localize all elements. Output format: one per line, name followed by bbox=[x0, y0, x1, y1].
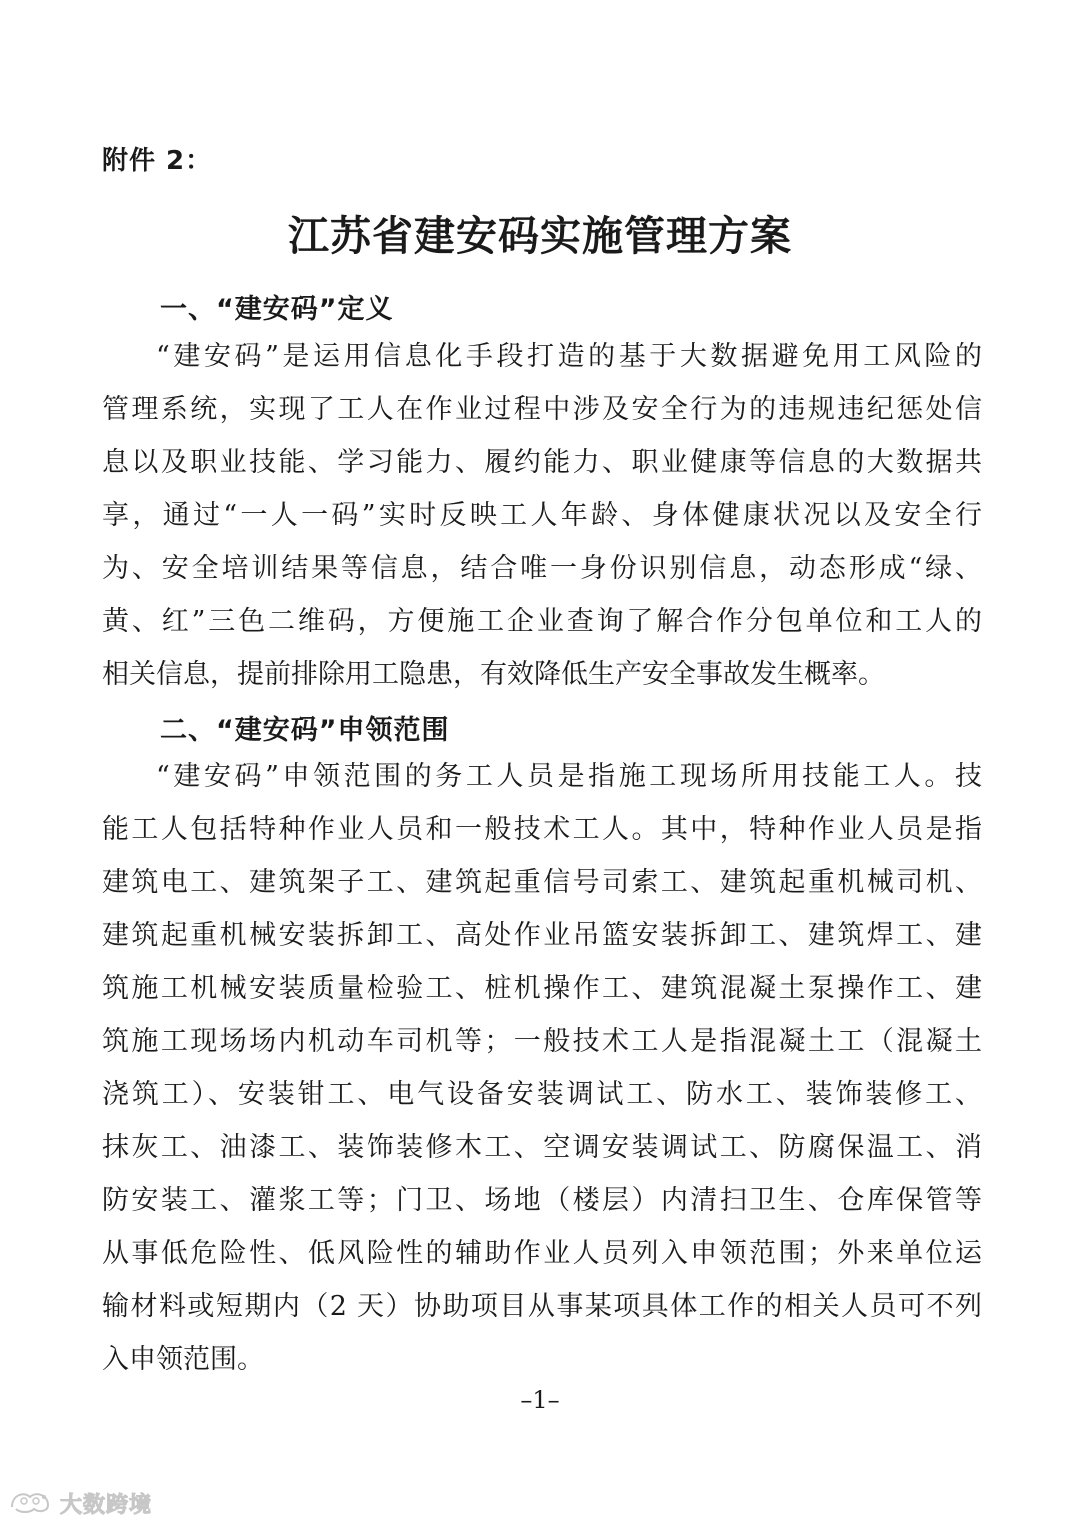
page-number: –1– bbox=[520, 1386, 560, 1414]
paragraph-line: 黄、红”三色二维码，方便施工企业查询了解合作分包单位和工人的 bbox=[102, 606, 982, 637]
watermark-logo-icon bbox=[8, 1487, 54, 1519]
paragraph-line: 相关信息，提前排除用工隐患，有效降低生产安全事故发生概率。 bbox=[102, 659, 885, 690]
paragraph-line: 息以及职业技能、学习能力、履约能力、职业健康等信息的大数据共 bbox=[102, 447, 982, 478]
paragraph-line: 筑施工现场场内机动车司机等；一般技术工人是指混凝土工（混凝土 bbox=[102, 1026, 982, 1057]
paragraph-line: 享，通过“一人一码”实时反映工人年龄、身体健康状况以及安全行 bbox=[102, 500, 982, 531]
paragraph-line: 浇筑工）、安装钳工、电气设备安装调试工、防水工、装饰装修工、 bbox=[102, 1079, 982, 1110]
watermark bbox=[8, 1487, 152, 1519]
paragraph-line: “建安码”是运用信息化手段打造的基于大数据避免用工风险的 bbox=[156, 341, 982, 372]
paragraph-line: “建安码”申领范围的务工人员是指施工现场所用技能工人。技 bbox=[156, 761, 982, 792]
paragraph-scope bbox=[102, 750, 982, 1386]
attachment-label: 附件 2： bbox=[102, 146, 213, 176]
paragraph-line: 为、安全培训结果等信息，结合唯一身份识别信息，动态形成“绿、 bbox=[102, 553, 982, 584]
watermark-text: 大数跨境 bbox=[60, 1492, 153, 1518]
section-heading-definition: 一、“建安码”定义 bbox=[160, 294, 394, 325]
paragraph-line: 能工人包括特种作业人员和一般技术工人。其中，特种作业人员是指 bbox=[102, 814, 982, 845]
document-title: 江苏省建安码实施管理方案 bbox=[288, 212, 792, 260]
paragraph-line: 入申领范围。 bbox=[102, 1344, 264, 1375]
paragraph-line: 建筑起重机械安装拆卸工、高处作业吊篮安装拆卸工、建筑焊工、建 bbox=[102, 920, 982, 951]
paragraph-line: 抹灰工、油漆工、装饰装修木工、空调安装调试工、防腐保温工、消 bbox=[102, 1132, 982, 1163]
section-heading-scope: 二、“建安码”申领范围 bbox=[160, 715, 450, 746]
paragraph-line: 防安装工、灌浆工等；门卫、场地（楼层）内清扫卫生、仓库保管等 bbox=[102, 1185, 982, 1216]
paragraph-line: 管理系统，实现了工人在作业过程中涉及安全行为的违规违纪惩处信 bbox=[102, 394, 982, 425]
paragraph-line: 输材料或短期内（2 天）协助项目从事某项具体工作的相关人员可不列 bbox=[102, 1291, 982, 1322]
paragraph-line: 建筑电工、建筑架子工、建筑起重信号司索工、建筑起重机械司机、 bbox=[102, 867, 982, 898]
paragraph-line: 筑施工机械安装质量检验工、桩机操作工、建筑混凝土泵操作工、建 bbox=[102, 973, 982, 1004]
paragraph-line: 从事低危险性、低风险性的辅助作业人员列入申领范围；外来单位运 bbox=[102, 1238, 982, 1269]
paragraph-definition bbox=[102, 330, 982, 701]
